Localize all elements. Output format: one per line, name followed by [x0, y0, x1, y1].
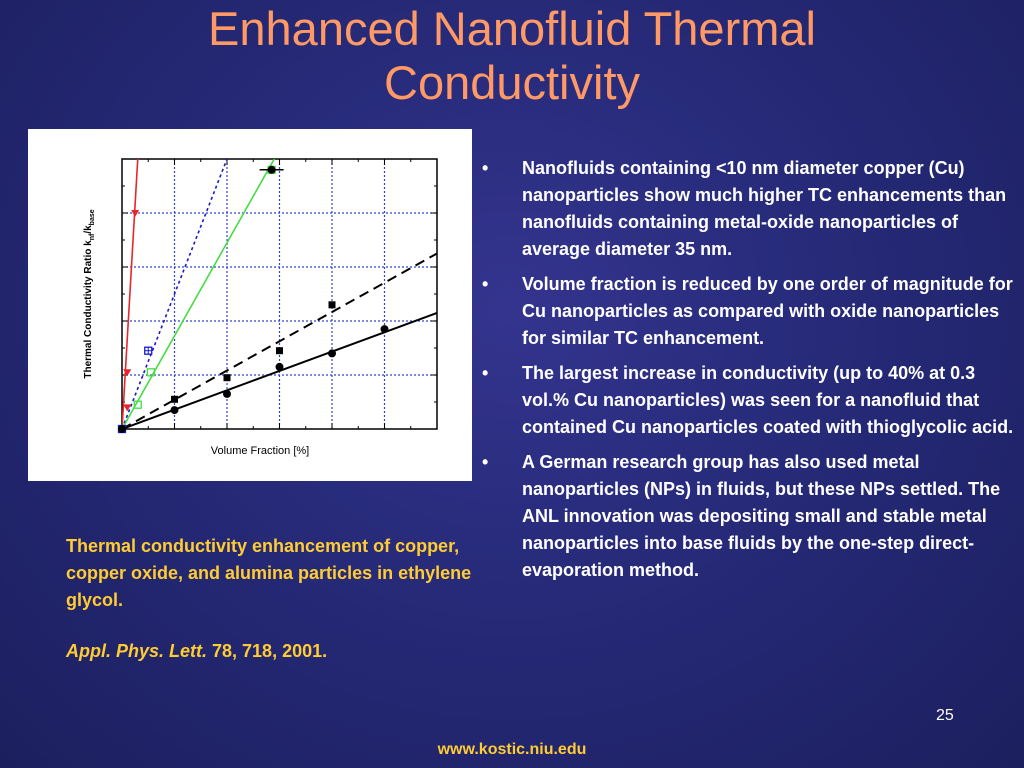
y-axis-label	[83, 209, 96, 378]
data-point-series-3	[276, 347, 283, 354]
bullet-marker: •	[482, 158, 489, 178]
reference-details: 78, 718, 2001.	[207, 641, 328, 661]
bullet-marker: •	[482, 452, 489, 472]
y-axis-label-sub2: base	[89, 209, 96, 226]
bullet-item	[480, 449, 1016, 584]
bullet-text: Nanofluids containing <10 nm diameter copper (Cu) nanoparticles show much higher TC enhancements than nanofluids containing metal-oxide nanoparticles of average diameter 35 nm.	[522, 158, 1007, 259]
page-number: 25	[936, 707, 954, 724]
bullet-item	[480, 271, 1016, 352]
data-point-series-4	[118, 425, 126, 433]
bullet-marker: •	[482, 274, 489, 294]
data-point-series-3	[224, 374, 231, 381]
data-point-series-3	[171, 396, 178, 403]
data-point-series-4	[171, 406, 179, 414]
y-axis-label-main: Thermal Conductivity Ratio k	[83, 240, 94, 379]
data-point-series-3	[329, 301, 336, 308]
slide-title	[0, 2, 1024, 110]
x-axis-label: Volume Fraction [%]	[210, 445, 310, 457]
slide-title-line1: Enhanced Nanofluid Thermal	[208, 2, 816, 55]
bullet-item	[480, 155, 1016, 263]
data-point-series-4	[276, 363, 284, 371]
figure-reference	[66, 638, 478, 665]
footer-url[interactable]: www.kostic.niu.edu	[437, 741, 587, 758]
y-axis-label-mid: /k	[83, 225, 94, 234]
bullet-list	[480, 155, 1016, 592]
data-point-series-4	[381, 325, 389, 333]
slide-title-line2: Conductivity	[384, 56, 640, 109]
bullet-item	[480, 360, 1016, 441]
y-axis-label-sub1: nf	[89, 233, 96, 241]
chart-figure	[28, 129, 472, 481]
bullet-text: The largest increase in conductivity (up to 40% at 0.3 vol.% Cu nanoparticles) was seen for a nanofluid that contained Cu nanoparticles coated with thioglycolic acid.	[522, 363, 1014, 437]
bullet-text: Volume fraction is reduced by one order of magnitude for Cu nanoparticles as compared with oxide nanoparticles for similar TC enhancement.	[522, 274, 1013, 348]
conductivity-chart	[28, 129, 472, 481]
reference-journal: Appl. Phys. Lett.	[66, 641, 208, 661]
data-point-series-4	[223, 390, 231, 398]
data-point-series-4	[328, 349, 336, 357]
bullet-marker: •	[482, 363, 489, 383]
bullet-text: A German research group has also used metal nanoparticles (NPs) in fluids, but these NPs settled. The ANL innovation was depositing small and stable metal nanoparticles into base fluids by the one-step direct-evaporation method.	[522, 452, 1001, 580]
figure-caption: Thermal conductivity enhancement of copper, copper oxide, and alumina particles in ethylene glycol.	[66, 536, 472, 610]
